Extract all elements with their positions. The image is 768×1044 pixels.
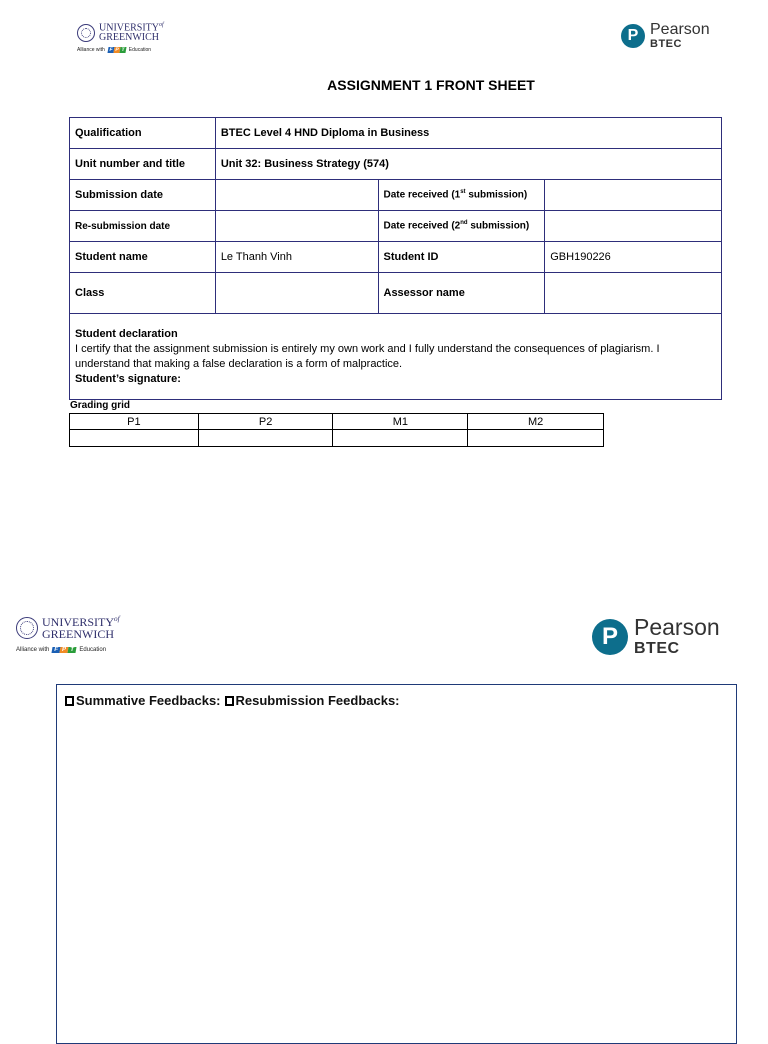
date-received-1-label: Date received (1st submission) — [378, 180, 545, 211]
education-text: Education — [128, 47, 152, 54]
education-text: Education — [79, 647, 107, 653]
date-received-2-label: Date received (2nd submission) — [378, 211, 545, 242]
grade-value-m1[interactable] — [333, 430, 468, 447]
declaration-heading: Student declaration — [75, 327, 178, 340]
university-line1: UNIVERSITY — [99, 22, 159, 34]
qualification-value: BTEC Level 4 HND Diploma in Business — [215, 118, 721, 149]
summative-checkbox-icon[interactable] — [65, 696, 74, 706]
grade-header-m2: M2 — [468, 414, 604, 430]
qualification-label: Qualification — [70, 118, 216, 149]
front-sheet-table — [69, 117, 722, 400]
signature-label: Student’s signature: — [75, 372, 181, 385]
fpt-logo — [52, 647, 76, 653]
pearson-logo — [621, 22, 710, 50]
pearson-name: Pearson — [634, 614, 720, 640]
alliance-with: Alliance with — [16, 647, 50, 653]
student-name-label: Student name — [70, 242, 216, 273]
fpt-f: F — [52, 647, 61, 653]
grade-value-p1[interactable] — [70, 430, 199, 447]
submission-date-value[interactable] — [215, 180, 378, 211]
alliance-with: Alliance with — [77, 47, 105, 54]
grading-grid-label: Grading grid — [70, 400, 130, 411]
university-of: of — [114, 615, 120, 623]
grade-value-p2[interactable] — [198, 430, 333, 447]
grading-grid-table — [69, 413, 604, 447]
feedback-header — [65, 693, 400, 708]
btec-text: BTEC — [650, 38, 682, 50]
resubmission-row — [70, 211, 722, 242]
fpt-logo — [108, 47, 126, 53]
grading-header-row — [70, 414, 604, 430]
grade-header-p1: P1 — [70, 414, 199, 430]
grade-value-m2[interactable] — [468, 430, 604, 447]
alliance-line — [16, 647, 120, 653]
pearson-p-icon: P — [621, 24, 645, 48]
university-logo — [77, 22, 164, 53]
class-label: Class — [70, 273, 216, 314]
summative-feedback-label: Summative Feedbacks: — [76, 693, 221, 708]
pearson-p-icon: P — [592, 619, 628, 655]
student-id-value[interactable]: GBH190226 — [545, 242, 722, 273]
resubmission-date-label: Re-submission date — [70, 211, 216, 242]
assessor-value[interactable] — [545, 273, 722, 314]
fpt-t: T — [120, 47, 125, 54]
unit-value: Unit 32: Business Strategy (574) — [215, 149, 721, 180]
resubmission-date-value[interactable] — [215, 211, 378, 242]
university-crest-icon — [16, 617, 38, 639]
pearson-name: Pearson — [650, 21, 710, 38]
university-crest-icon — [77, 24, 95, 42]
qualification-row — [70, 118, 722, 149]
declaration-row — [70, 314, 722, 400]
date-received-2-value[interactable] — [545, 211, 722, 242]
submission-row — [70, 180, 722, 211]
date-received-1-value[interactable] — [545, 180, 722, 211]
fpt-t: T — [68, 647, 77, 653]
class-row — [70, 273, 722, 314]
assessor-label: Assessor name — [378, 273, 545, 314]
grade-header-p2: P2 — [198, 414, 333, 430]
resubmission-checkbox-icon[interactable] — [225, 696, 234, 706]
student-name-value[interactable]: Le Thanh Vinh — [215, 242, 378, 273]
alliance-line — [77, 47, 164, 53]
student-id-label: Student ID — [378, 242, 545, 273]
university-of: of — [159, 22, 164, 28]
submission-date-label: Submission date — [70, 180, 216, 211]
btec-text: BTEC — [634, 640, 680, 657]
class-value[interactable] — [215, 273, 378, 314]
page-title: ASSIGNMENT 1 FRONT SHEET — [327, 77, 535, 93]
university-line2: GREENWICH — [42, 627, 114, 641]
unit-label: Unit number and title — [70, 149, 216, 180]
feedback-box — [56, 684, 737, 1044]
resubmission-feedback-label: Resubmission Feedbacks: — [235, 693, 400, 708]
pearson-logo-2 — [592, 616, 720, 657]
fpt-f: F — [108, 47, 113, 54]
university-line1: UNIVERSITY — [42, 615, 114, 629]
fpt-p: P — [114, 47, 119, 54]
declaration-cell — [70, 314, 722, 400]
student-row — [70, 242, 722, 273]
unit-row — [70, 149, 722, 180]
university-line2: GREENWICH — [99, 32, 159, 44]
grading-value-row — [70, 430, 604, 447]
fpt-p: P — [61, 647, 67, 653]
declaration-text: I certify that the assignment submission is entirely my own work and I fully understand the consequences of plagiarism. I understand that making a false declaration is a form of malpractice. — [75, 342, 660, 370]
grade-header-m1: M1 — [333, 414, 468, 430]
university-logo-2 — [16, 616, 120, 653]
